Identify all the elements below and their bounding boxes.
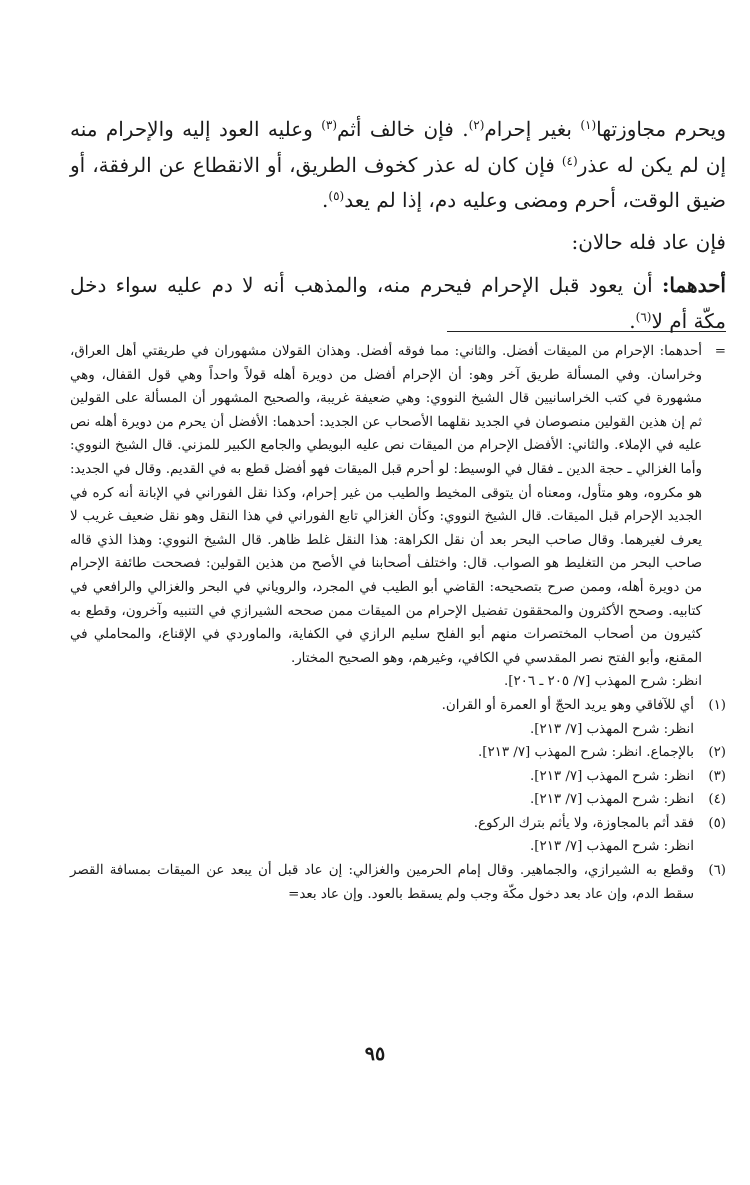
paragraph-lead: أحدهما: bbox=[661, 273, 726, 297]
main-paragraph-2: فإن عاد فله حالان: bbox=[571, 229, 726, 254]
page-number: ٩٥ bbox=[364, 1043, 386, 1065]
footnote-number: (٦) bbox=[708, 863, 726, 879]
main-text bbox=[70, 112, 726, 339]
footnote-separator bbox=[447, 331, 726, 332]
footnote-text: أي للآفاقي وهو يريد الحجّ أو العمرة أو القران. bbox=[441, 697, 694, 713]
footnote-continuation bbox=[70, 340, 726, 670]
footnote-ref-6[interactable]: (٦) bbox=[635, 309, 652, 324]
footnote-ref-1[interactable]: (١) bbox=[580, 118, 597, 132]
footnote-ref-4[interactable]: (٤) bbox=[561, 153, 578, 168]
footnote-text: انظر: شرح المهذب [٧/ ٢١٣]. bbox=[530, 792, 694, 808]
footnote-number: (١) bbox=[708, 697, 726, 713]
footnote-5 bbox=[70, 812, 726, 836]
footnote-3 bbox=[70, 765, 726, 789]
footnote-5-ref: انظر: شرح المهذب [٧/ ٢١٣]. bbox=[530, 839, 694, 855]
footnote-number: (٢) bbox=[708, 745, 726, 761]
continuation-text: أحدهما: الإحرام من الميقات أفضل. والثاني: مما فوقه أفضل. وهذان القولان مشهوران في طريقتي أهل العراق، وخراسان. وفي المسألة طريق آخر وهو: أن الإحرام أفضل من دويرة أهله قولاً واحداً وهي قول القفال، وهي مشهورة في كتب الخراسانيين قال الشيخ النووي: وهي ضعيفة غريبة، والصحيح المشهور أن المسألة على القولين ثم إن هذين القولين منصوصان في الجديد نقلهما الأصحاب عن الجديد: أحدهما: الأفضل أن يحرم من دويرة أهله نص عليه في الإملاء. والثاني: الأفضل الإحرام من الميقات نص عليه البويطي والجامع الكبير للمزني. قال الشيخ النووي: وأما الغزالي ـ حجة الدين ـ فقال في الوسيط: لو أحرم قبل الميقات فهو أفضل قطع به في القديم. وقال في الجديد: هو مكروه، وهو متأول، ومعناه أن يتوقى المخيط والطيب من غير إحرام، وكذا نقل الفوراني في الإبانة أنه كره في الجديد الإحرام قبل الميقات. قال الشيخ النووي: وكأن الغزالي تابع الفوراني في هذا النقل وهو نقل ضعيف غريب لا يعرف لغيرهما. وقال صاحب البحر بعد أن نقل الكراهة: هذا النقل غلط ظاهر. قال الشيخ النووي: وهذا الذي قاله صاحب البحر من التغليط هو الصواب. قال: واختلف أصحابنا في الأصح من هذين القولين: فصححت طائفة الإحرام من دويرة أهله، وممن صرح بتصحيحه: القاضي أبو الطيب في المجرد، والروياني في البحر والغزالي والرافعي في كتابيه. وصحح الأكثرون والمحققون تفضيل الإحرام من الميقات ممن صححه الشيرازي في التنبيه وآخرون، وقطع به كثيرون من أصحاب المختصرات منهم أبو الفلح سليم الرازي في الكفاية، والماوردي في الإقناع، والمحاملي في المقنع، وأبو الفتح نصر المقدسي في الكافي، وغيرهم، وهو الصحيح المختار. bbox=[69, 344, 702, 666]
footnote-2 bbox=[70, 741, 726, 765]
footnote-6 bbox=[70, 859, 726, 906]
footnote-4 bbox=[70, 788, 726, 812]
footnote-text: وقطع به الشيرازي، والجماهير. وقال إمام الحرمين والغزالي: إن عاد قبل أن يبعد عن الميقات بمسافة القصر سقط الدم، وإن عاد بعد دخول مكّة وجب ولم يسقط بالعود. وإن عاد بعد= bbox=[70, 863, 694, 902]
footnotes-section bbox=[70, 340, 726, 906]
footnote-1 bbox=[70, 694, 726, 718]
footnote-number: (٣) bbox=[708, 768, 726, 784]
footnote-ref-3[interactable]: (٣) bbox=[321, 118, 338, 132]
continuation-mark: = bbox=[714, 344, 726, 359]
footnote-text: فقد أثم بالمجاوزة، ولا يأثم بترك الركوع. bbox=[473, 815, 694, 831]
footnote-text: انظر: شرح المهذب [٧/ ٢١٣]. bbox=[530, 768, 694, 784]
footnote-number: (٤) bbox=[708, 792, 726, 808]
footnote-text: بالإجماع. انظر: شرح المهذب [٧/ ٢١٣]. bbox=[477, 745, 694, 761]
footnote-continuation-ref: انظر: شرح المهذب [٧/ ٢٠٥ ـ ٢٠٦]. bbox=[504, 674, 702, 690]
footnote-ref-5[interactable]: (٥) bbox=[328, 189, 345, 203]
footnote-1-ref: انظر: شرح المهذب [٧/ ٢١٣]. bbox=[530, 721, 694, 737]
main-paragraph-1: ويحرم مجاوزتها$^{(١)}$ بغير إحرام$^{(٢)}$. فإن خالف أثم$^{(٣)}$ وعليه العود إليه والإحرام منه إن لم يكن له عذر$^{(٤)}$ فإن كان له عذر كخوف الطريق، أو الانقطاع عن الرفقة، أو ضيق الوقت، أحرم ومضى وعليه دم، إذا لم يعد$^{(٥)}$. bbox=[70, 117, 727, 212]
main-paragraph-3: أحدهما: أن يعود قبل الإحرام فيحرم منه، والمذهب أنه لا دم عليه سواء دخل مكّة أم لا$^{(٦)}$. bbox=[70, 273, 726, 333]
footnote-ref-2[interactable]: (٢) bbox=[468, 118, 485, 132]
footnote-number: (٥) bbox=[708, 815, 726, 831]
